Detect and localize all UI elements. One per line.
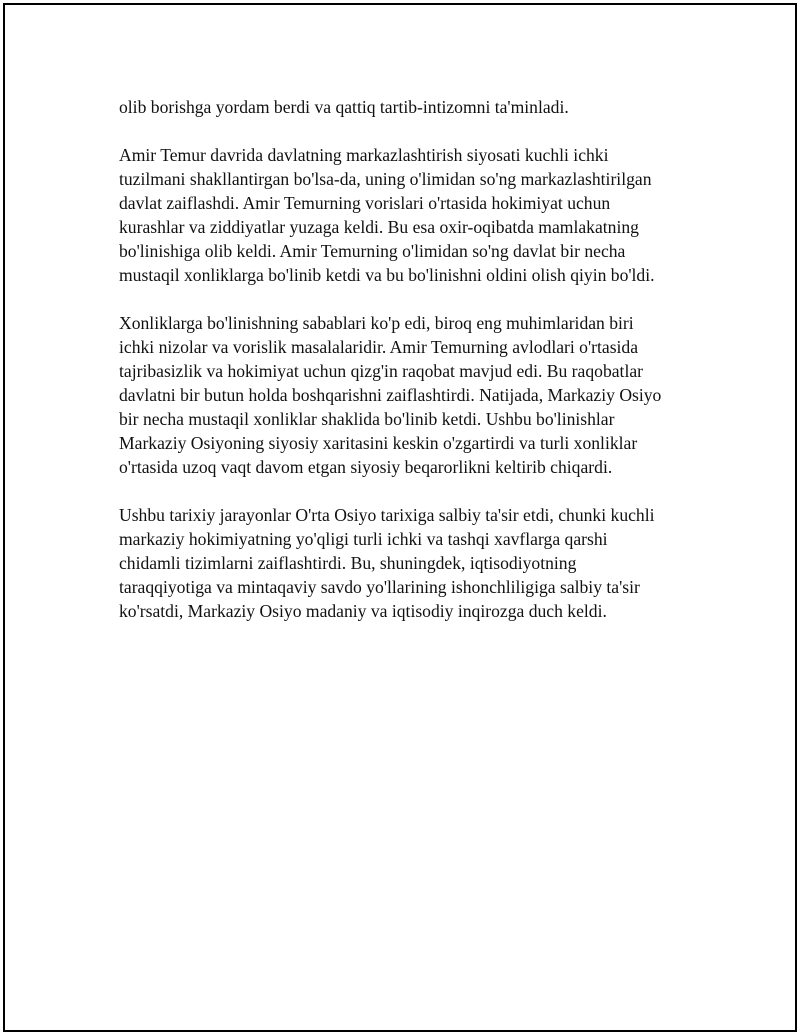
text-line: mustaqil xonliklarga bo'linib ketdi va bu bo'linishni oldini olish qiyin bo'ldi. [119, 265, 655, 285]
text-line: Amir Temur davrida davlatning markazlashtirish siyosati kuchli ichki [119, 145, 609, 165]
text-line: ichki nizolar va vorislik masalalaridir. Amir Temurning avlodlari o'rtasida [119, 337, 639, 357]
text-line: tuzilmani shakllantirgan bo'lsa-da, uning o'limidan so'ng markazlashtirilgan [119, 169, 652, 189]
text-line: davlat zaiflashdi. Amir Temurning vorislari o'rtasida hokimiyat uchun [119, 193, 611, 213]
text-line: Xonliklarga bo'linishning sabablari ko'p edi, biroq eng muhimlaridan biri [119, 313, 634, 333]
text-line: tajribasizlik va hokimiyat uchun qizg'in raqobat mavjud edi. Bu raqobatlar [119, 361, 643, 381]
text-line: Ushbu tarixiy jarayonlar O'rta Osiyo tarixiga salbiy ta'sir etdi, chunki kuchli [119, 505, 655, 525]
text-line: markaziy hokimiyatning yo'qligi turli ichki va tashqi xavflarga qarshi [119, 529, 608, 549]
text-line: bo'linishiga olib keldi. Amir Temurning o'limidan so'ng davlat bir necha [119, 241, 626, 261]
document-page [3, 3, 797, 1032]
text-line: chidamli tizimlarni zaiflashtirdi. Bu, shuningdek, iqtisodiyotning [119, 553, 577, 573]
text-line: davlatni bir butun holda boshqarishni zaiflashtirdi. Natijada, Markaziy Osiyo [119, 385, 662, 405]
text-line: Markaziy Osiyoning siyosiy xaritasini keskin o'zgartirdi va turli xonliklar [119, 433, 638, 453]
paragraph-2 [119, 143, 694, 287]
text-line: ko'rsatdi, Markaziy Osiyo madaniy va iqtisodiy inqirozga duch keldi. [119, 601, 607, 621]
text-line: kurashlar va ziddiyatlar yuzaga keldi. Bu esa oxir-oqibatda mamlakatning [119, 217, 639, 237]
paragraph-1 [119, 95, 694, 119]
paragraph-3 [119, 311, 694, 479]
paragraph-4 [119, 503, 694, 623]
document-body [119, 95, 694, 647]
text-line: taraqqiyotiga va mintaqaviy savdo yo'llarining ishonchliligiga salbiy ta'sir [119, 577, 640, 597]
text-line: bir necha mustaqil xonliklar shaklida bo'linib ketdi. Ushbu bo'linishlar [119, 409, 615, 429]
text-line: o'rtasida uzoq vaqt davom etgan siyosiy beqarorlikni keltirib chiqardi. [119, 457, 613, 477]
text-line: olib borishga yordam berdi va qattiq tartib-intizomni ta'minladi. [119, 97, 569, 117]
